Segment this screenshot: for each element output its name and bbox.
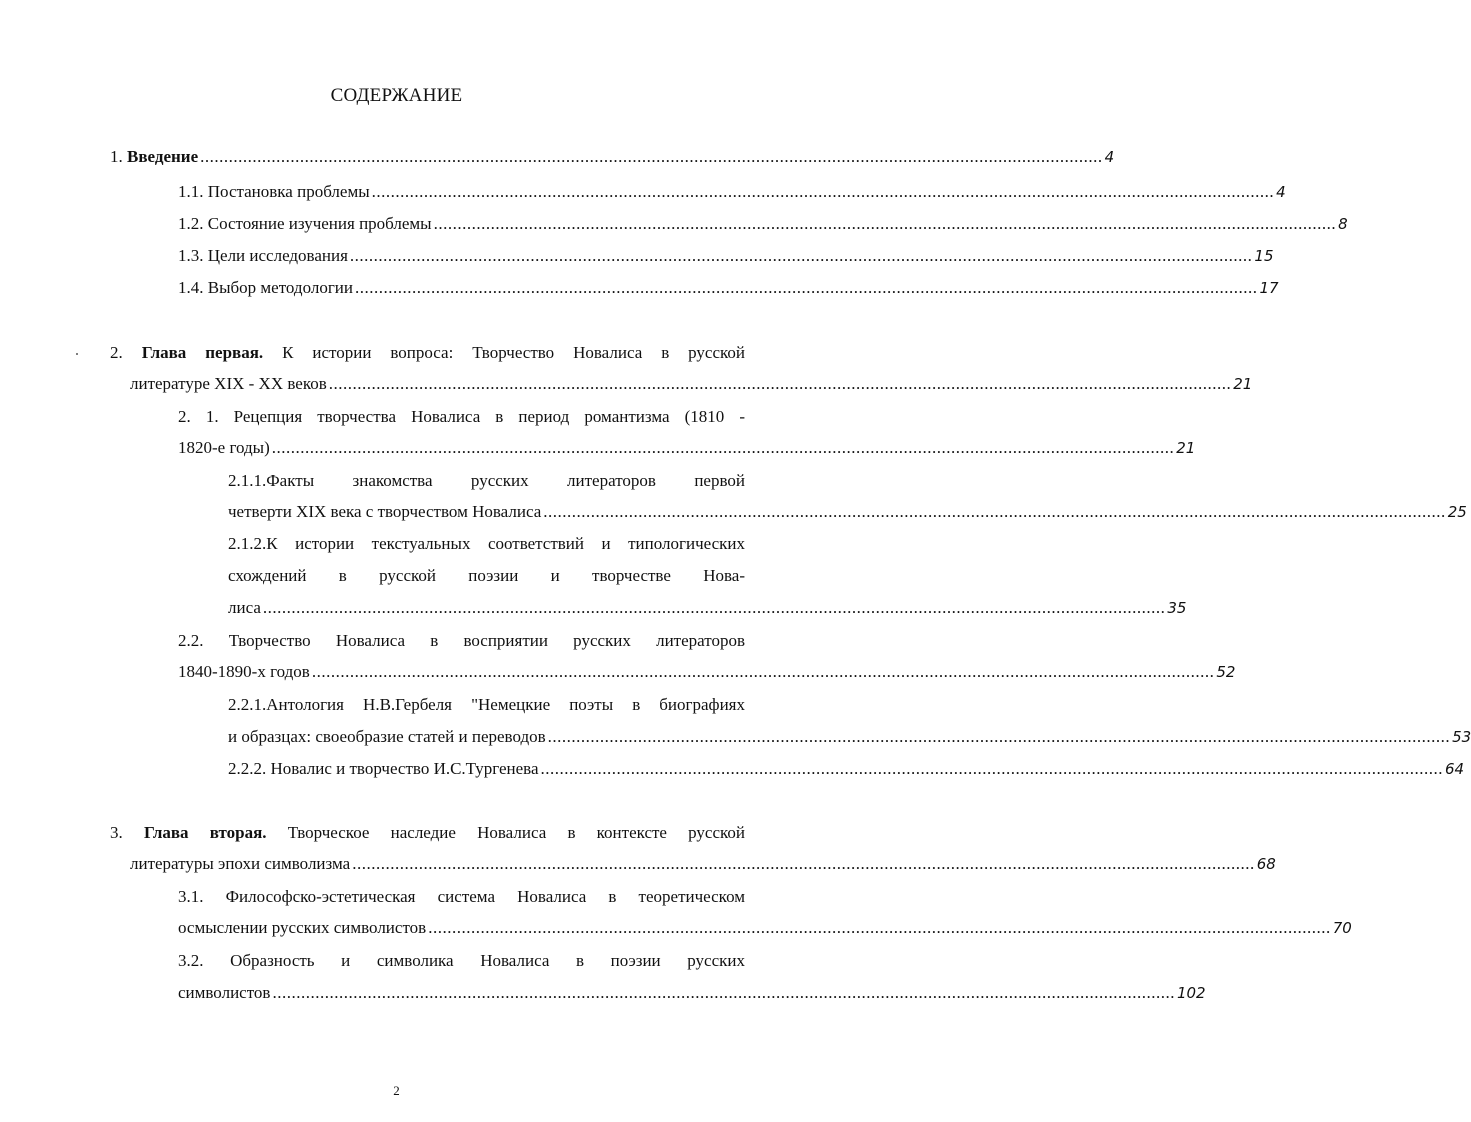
leader-dots: .............................................................................................................................................................................................. <box>200 147 1103 166</box>
item-line1: 3.2. Образность и символика Новалиса в поэзии русских <box>178 951 745 970</box>
item-line2: символистов <box>178 983 271 1002</box>
toc-item-2-1[interactable] <box>178 401 745 432</box>
item-number: 1.2. <box>178 214 204 233</box>
leader-dots: .............................................................................................................................................................................................. <box>262 598 1166 617</box>
toc-item-2-2-1-cont[interactable] <box>228 721 1471 752</box>
section-title-line1: Творческое наследие Новалиса в контексте русской <box>287 823 746 842</box>
item-line1: 2.2.1.Антология Н.В.Гербеля "Немецкие поэты в биографиях <box>228 695 745 714</box>
toc-section-3[interactable] <box>110 817 745 848</box>
page-title: СОДЕРЖАНИЕ <box>330 85 463 106</box>
item-text: Цели исследования <box>207 246 348 265</box>
scan-speck <box>76 353 78 355</box>
toc-item-1-1[interactable] <box>178 176 1286 207</box>
leader-dots: .............................................................................................................................................................................................. <box>352 854 1255 873</box>
leader-dots: .............................................................................................................................................................................................. <box>328 374 1232 393</box>
toc-item-2-1-2-line2[interactable] <box>228 560 745 591</box>
toc-item-2-2-cont[interactable] <box>178 656 1236 687</box>
item-line2: схождений в русской поэзии и творчестве Нова- <box>228 566 745 585</box>
page-ref: 21 <box>1233 375 1253 393</box>
page-ref: 70 <box>1332 919 1352 937</box>
section-label: Глава первая. <box>141 343 264 362</box>
page-number: 2 <box>393 1083 400 1098</box>
toc-item-2-1-2-cont[interactable] <box>228 592 1187 623</box>
section-title-line2: литературы эпохи символизма <box>130 854 351 873</box>
toc-item-2-2[interactable] <box>178 625 745 656</box>
item-line1: 3.1. Философско-эстетическая система Новалиса в теоретическом <box>178 887 745 906</box>
section-title-line2: литературе XIX - XX веков <box>130 374 327 393</box>
item-text: Состояние изучения проблемы <box>207 214 432 233</box>
item-line1: 2. 1. Рецепция творчества Новалиса в период романтизма (1810 - <box>178 407 745 426</box>
leader-dots: .............................................................................................................................................................................................. <box>349 246 1253 265</box>
toc-item-3-1[interactable] <box>178 881 745 912</box>
toc-section-2-cont[interactable] <box>130 368 1253 399</box>
item-number: 1.4. <box>178 278 204 297</box>
leader-dots: .............................................................................................................................................................................................. <box>540 759 1444 778</box>
toc-item-2-1-cont[interactable] <box>178 432 1196 463</box>
leader-dots: .............................................................................................................................................................................................. <box>271 438 1175 457</box>
item-line2: 1840-1890-х годов <box>178 662 310 681</box>
toc-item-2-1-1-cont[interactable] <box>228 496 1467 527</box>
page-ref: 15 <box>1254 247 1274 265</box>
page-ref: 25 <box>1447 503 1467 521</box>
item-line2: осмыслении русских символистов <box>178 918 427 937</box>
leader-dots: .............................................................................................................................................................................................. <box>547 727 1451 746</box>
item-line1: 2.1.1.Факты знакомства русских литераторов первой <box>228 471 745 490</box>
section-label: Глава вторая. <box>143 823 267 842</box>
toc-item-2-2-1[interactable] <box>228 689 745 720</box>
page-ref: 4 <box>1276 183 1286 201</box>
item-line2: четверти XIX века с творчеством Новалиса <box>228 502 542 521</box>
toc-item-2-1-2[interactable] <box>228 528 745 559</box>
page-ref: 4 <box>1104 148 1115 166</box>
page-ref: 8 <box>1338 215 1348 233</box>
item-text: Постановка проблемы <box>207 182 370 201</box>
toc-item-2-1-1[interactable] <box>228 465 745 496</box>
toc-item-3-1-cont[interactable] <box>178 912 1352 943</box>
toc-item-3-2-cont[interactable] <box>178 977 1206 1008</box>
toc-item-1-3[interactable] <box>178 240 1274 271</box>
toc-item-1-2[interactable] <box>178 208 1348 239</box>
item-line1: 2.1.2.К истории текстуальных соответствий и типологических <box>228 534 745 553</box>
page-ref: 53 <box>1452 728 1471 746</box>
leader-dots: .............................................................................................................................................................................................. <box>428 918 1331 937</box>
leader-dots: .............................................................................................................................................................................................. <box>433 214 1337 233</box>
item-line3: лиса <box>228 598 261 617</box>
section-title-line1: К истории вопроса: Творчество Новалиса в русской <box>282 343 746 362</box>
toc-item-3-2[interactable] <box>178 945 745 976</box>
item-number: 1.1. <box>178 182 204 201</box>
item-number: 1.3. <box>178 246 204 265</box>
toc-section-2[interactable] <box>110 337 745 368</box>
leader-dots: .............................................................................................................................................................................................. <box>272 983 1175 1002</box>
section-number: 2. <box>110 343 123 362</box>
page-ref: 64 <box>1445 760 1465 778</box>
section-label: Введение <box>127 147 199 166</box>
section-number: 3. <box>110 823 123 842</box>
page-ref: 21 <box>1176 439 1196 457</box>
toc-section-1[interactable] <box>110 141 1115 172</box>
page-ref: 35 <box>1167 599 1187 617</box>
toc-item-1-4[interactable] <box>178 272 1279 303</box>
item-text: 2.2.2. Новалис и творчество И.С.Тургенева <box>228 759 539 778</box>
page-ref: 68 <box>1256 855 1276 873</box>
item-line2: и образцах: своеобразие статей и переводов <box>228 727 546 746</box>
page-ref: 52 <box>1216 663 1236 681</box>
leader-dots: .............................................................................................................................................................................................. <box>311 662 1215 681</box>
page-ref: 17 <box>1259 279 1279 297</box>
item-text: Выбор методологии <box>207 278 354 297</box>
item-line2: 1820-е годы) <box>178 438 270 457</box>
toc-section-3-cont[interactable] <box>130 848 1276 879</box>
toc-item-2-2-2[interactable] <box>228 753 1465 784</box>
leader-dots: .............................................................................................................................................................................................. <box>355 278 1258 297</box>
leader-dots: .............................................................................................................................................................................................. <box>543 502 1446 521</box>
section-number: 1. <box>110 147 123 166</box>
item-line1: 2.2. Творчество Новалиса в восприятии русских литераторов <box>178 631 745 650</box>
page-ref: 102 <box>1176 984 1206 1002</box>
leader-dots: .............................................................................................................................................................................................. <box>371 182 1275 201</box>
